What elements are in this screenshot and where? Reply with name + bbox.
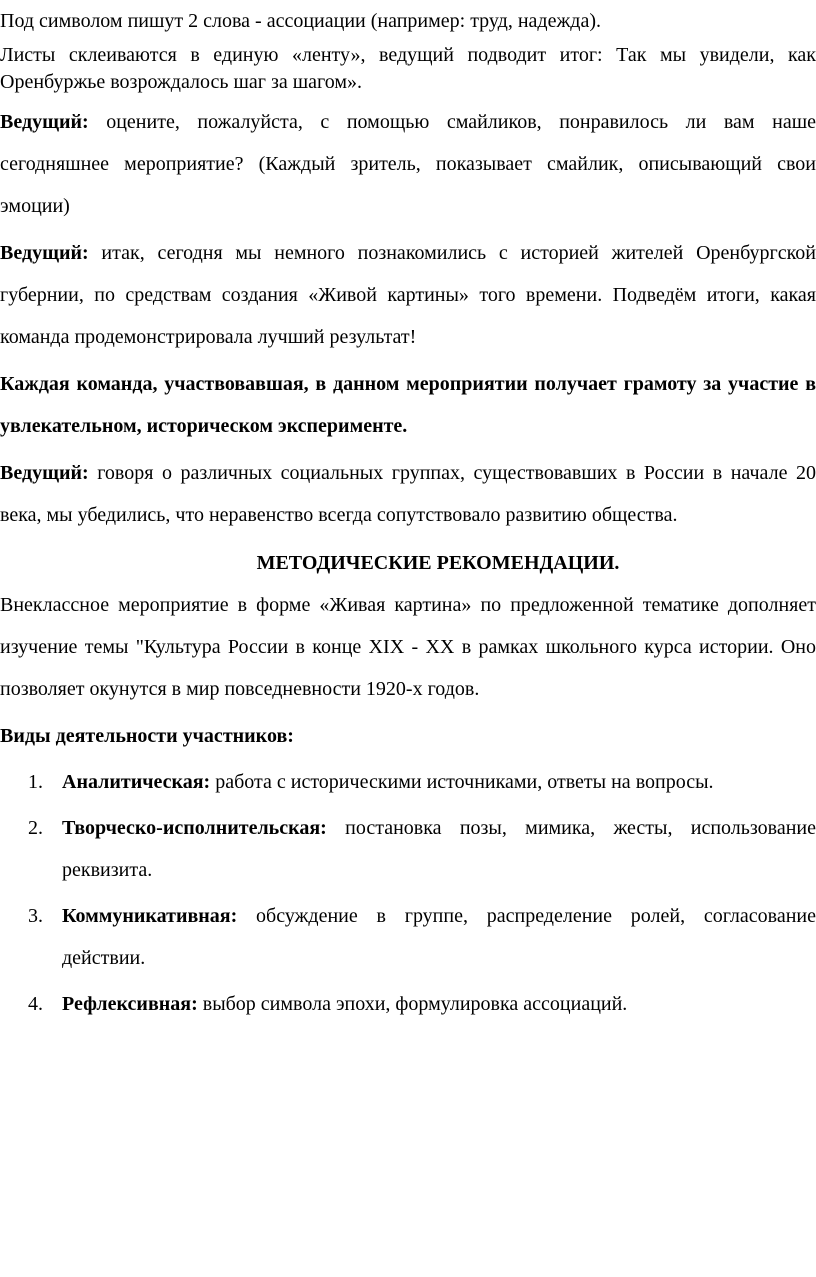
- host-results-text: итак, сегодня мы немного познакомились с историей жителей Оренбургской губернии, по средствам создания «Живой картины» того времени. Подведём итоги, какая команда продемонстрировала лучший результат!: [0, 242, 816, 348]
- list-item: [0, 807, 816, 891]
- activities-heading-text: Виды деятельности участников:: [0, 725, 294, 747]
- list-item-term: Аналитическая:: [62, 771, 211, 793]
- certificate-text: Каждая команда, участвовавшая, в данном мероприятии получает грамоту за участие в увлекательном, историческом эксперименте.: [0, 373, 816, 437]
- paragraph-symbol-words: Под символом пишут 2 слова - ассоциации (например: труд, надежда).: [0, 10, 601, 32]
- section-title: МЕТОДИЧЕСКИЕ РЕКОМЕНДАЦИИ.: [256, 552, 620, 574]
- list-item-number: 2.: [28, 817, 43, 839]
- list-item-text: работа с историческими источниками, ответы на вопросы.: [210, 771, 714, 793]
- list-item-number: 1.: [28, 771, 43, 793]
- list-item-term: Творческо-исполнительская:: [62, 817, 327, 839]
- host-label: Ведущий:: [0, 242, 89, 264]
- host-smileys-text: оцените, пожалуйста, с помощью смайликов, понравилось ли вам наше сегодняшнее мероприятие? (Каждый зритель, показывает смайлик, описывающий свои эмоции): [0, 111, 816, 217]
- list-item-text: обсуждение в группе, распределение ролей, согласование действии.: [62, 905, 816, 969]
- list-item: [0, 983, 816, 1025]
- paragraph-certificate: [0, 363, 816, 447]
- paragraph-host-smileys: [0, 101, 816, 227]
- list-item-number: 3.: [28, 905, 43, 927]
- list-item-term: Рефлексивная:: [62, 993, 198, 1015]
- list-item: [0, 895, 816, 979]
- list-item-text: выбор символа эпохи, формулировка ассоциаций.: [197, 993, 628, 1015]
- list-item: [0, 761, 816, 803]
- paragraph-host-results: [0, 232, 816, 358]
- list-item-number: 4.: [28, 993, 43, 1015]
- host-label: Ведущий:: [0, 111, 89, 133]
- host-label: Ведущий:: [0, 462, 89, 484]
- activities-list: [0, 761, 816, 1025]
- paragraph-recommendations: Внеклассное мероприятие в форме «Живая картина» по предложенной тематике дополняет изучение темы "Культура России в конце XIX - XX в рамках школьного курса истории. Оно позволяет окунутся в мир повседневности 1920-х годов.: [0, 594, 816, 700]
- paragraph-ribbon-summary: Листы склеиваются в единую «ленту», ведущий подводит итог: Так мы увидели, как Оренбуржье возрождалось шаг за шагом».: [0, 44, 816, 93]
- list-item-term: Коммуникативная:: [62, 905, 238, 927]
- list-item-text: постановка позы, мимика, жесты, использование реквизита.: [62, 817, 816, 881]
- host-inequality-text: говоря о различных социальных группах, существовавших в России в начале 20 века, мы убедились, что неравенство всегда сопутствовало развитию общества.: [0, 462, 816, 526]
- paragraph-host-inequality: [0, 452, 816, 536]
- activities-heading: [0, 715, 816, 757]
